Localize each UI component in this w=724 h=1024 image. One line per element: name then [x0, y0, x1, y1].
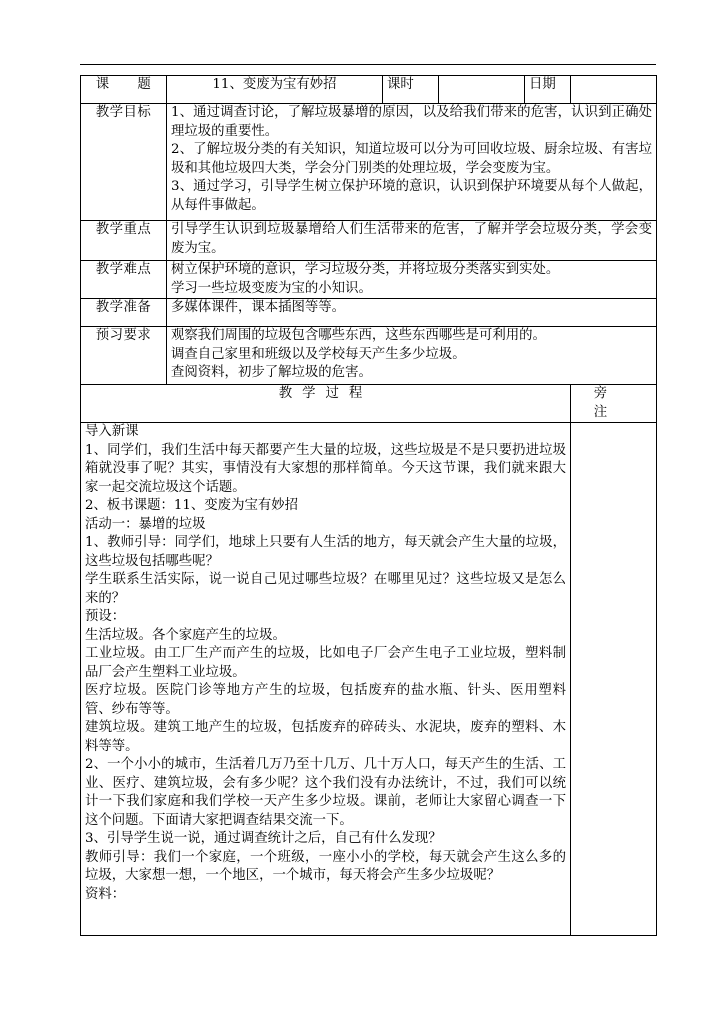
- period-value: [439, 76, 525, 104]
- process-header-row: [81, 385, 657, 423]
- process-line: 资料：: [85, 886, 126, 902]
- process-line: 医疗垃圾。医院门诊等地方产生的垃圾，包括废弃的盐水瓶、针头、医用塑料管、纱布等等。: [85, 683, 566, 717]
- prep-content: [167, 299, 657, 327]
- preview-content: [167, 327, 657, 385]
- preview-line: 调查自己家里和班级以及学校每天产生多少垃圾。: [171, 346, 466, 362]
- process-line: 2、一个小小的城市，生活着几万乃至十几万、几十万人口，每天产生的生活、工业、医疗、建筑垃圾，会有多少呢？这个我们没有办法统计，不过，我们可以统计一下我们家庭和我们学校一天产生多少垃圾。课前，老师让大家留心调查一下这个问题。下面请大家把调查结果交流一下。: [85, 757, 566, 828]
- process-line: 1、教师引导：同学们，地球上只要有人生活的地方，每天就会产生大量的垃圾，这些垃圾包括哪些呢？: [85, 535, 566, 569]
- header-rule: [80, 64, 656, 65]
- period-label: 课时: [383, 76, 439, 104]
- process-line: 学生联系生活实际，说一说自己见过哪些垃圾？在哪里见过？这些垃圾又是怎么来的？: [85, 572, 566, 606]
- process-line: 建筑垃圾。建筑工地产生的垃圾，包括废弃的碎砖头、水泥块，废弃的塑料、木料等等。: [85, 720, 566, 754]
- side-note-content: [571, 423, 657, 936]
- goal-line: 2、了解垃圾分类的有关知识，知道垃圾可以分为可回收垃圾、厨余垃圾、有害垃圾和其他垃圾四大类，学会分门别类的处理垃圾，学会变废为宝。: [171, 142, 652, 176]
- process-line: 导入新课: [85, 424, 139, 439]
- date-label: 日期: [525, 76, 571, 104]
- prep-row: [81, 299, 657, 327]
- goal-line: 1、通过调查讨论，了解垃圾暴增的原因，以及给我们带来的危害，认识到正确处理垃圾的重要性。: [171, 105, 652, 139]
- process-line: 活动一：暴增的垃圾: [85, 516, 206, 532]
- preview-line: 查阅资料，初步了解垃圾的危害。: [171, 365, 372, 380]
- key-line: 引导学生认识到垃圾暴增给人们生活带来的危害，了解并学会垃圾分类，学会变废为宝。: [171, 222, 652, 256]
- process-line: 生活垃圾。各个家庭产生的垃圾。: [85, 627, 286, 643]
- difficulty-row: [81, 261, 657, 299]
- difficulty-line: 树立保护环境的意识，学习垃圾分类，并将垃圾分类落实到实处。: [171, 262, 560, 277]
- key-content: [167, 221, 657, 261]
- goals-content: [167, 104, 657, 221]
- topic-value: 11、变废为宝有妙招: [167, 76, 383, 104]
- difficulty-content: [167, 261, 657, 299]
- preview-line: 观察我们周围的垃圾包含哪些东西，这些东西哪些是可利用的。: [171, 328, 546, 343]
- process-line: 工业垃圾。由工厂生产而产生的垃圾，比如电子厂会产生电子工业垃圾，塑料制品厂会产生塑料工业垃圾。: [85, 646, 566, 680]
- topic-label: 课 题: [81, 76, 167, 104]
- process-line: 2、板书课题：11、变废为宝有妙招: [85, 498, 299, 513]
- process-line: 教师引导：我们一个家庭，一个班级，一座小小的学校，每天就会产生这么多的垃圾，大家想一想，一个地区，一个城市，每天将会产生多少垃圾呢？: [85, 849, 566, 883]
- key-row: [81, 221, 657, 261]
- header-row: [81, 76, 657, 104]
- date-value: [571, 76, 657, 104]
- prep-label: 教学准备: [81, 299, 167, 327]
- process-content: [81, 423, 571, 936]
- lesson-plan-table: [80, 75, 657, 936]
- process-line: 预设：: [85, 609, 126, 624]
- process-row: [81, 423, 657, 936]
- side-note-header: 旁注: [571, 385, 657, 423]
- preview-row: [81, 327, 657, 385]
- goals-label: 教学目标: [81, 104, 167, 221]
- process-header: 教学过程: [81, 385, 571, 423]
- process-line: 1、同学们，我们生活中每天都要产生大量的垃圾，这些垃圾是不是只要扔进垃圾箱就没事了呢？其实，事情没有大家想的那样简单。今天这节课，我们就来跟大家一起交流垃圾这个话题。: [85, 442, 566, 495]
- difficulty-line: 学习一些垃圾变废为宝的小知识。: [171, 280, 372, 296]
- prep-line: 多媒体课件，课本插图等等。: [171, 300, 346, 315]
- difficulty-label: 教学难点: [81, 261, 167, 299]
- goal-line: 3、通过学习，引导学生树立保护环境的意识，认识到保护环境要从每个人做起，从每件事做起。: [171, 179, 652, 213]
- goals-row: [81, 104, 657, 221]
- preview-label: 预习要求: [81, 327, 167, 385]
- key-label: 教学重点: [81, 221, 167, 261]
- process-line: 3、引导学生说一说，通过调查统计之后，自己有什么发现？: [85, 831, 442, 846]
